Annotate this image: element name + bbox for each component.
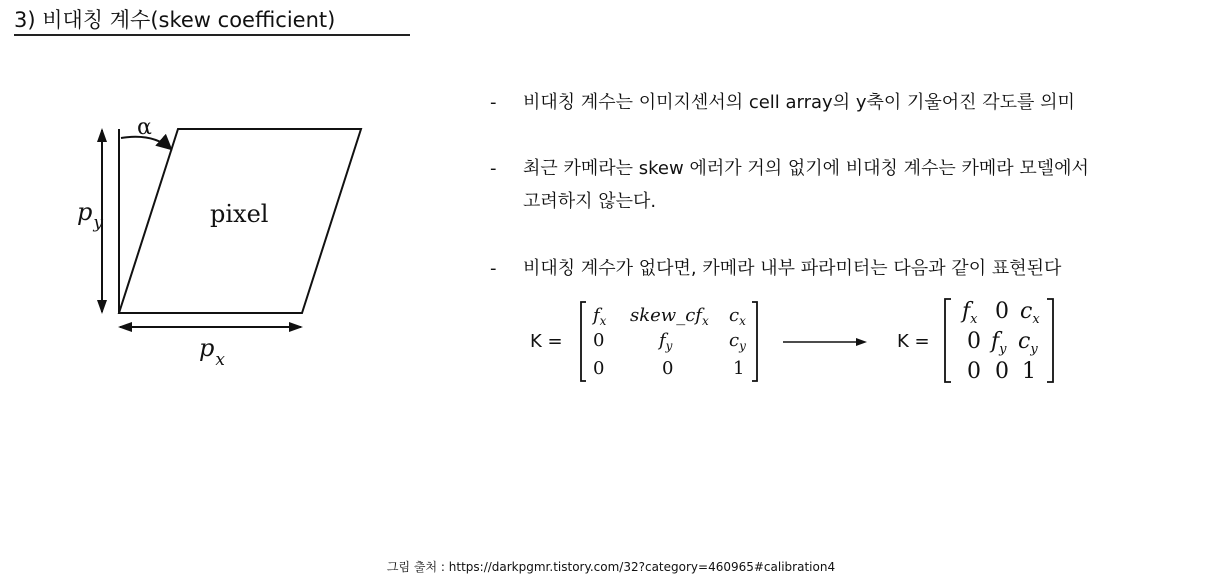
image-source-caption: 그림 출처 : https://darkpgmr.tistory.com/32?category=460965#calibration4 bbox=[386, 560, 836, 574]
matrix-right-cells bbox=[960, 299, 1040, 384]
matrix-right-cell: 0 bbox=[995, 299, 1009, 324]
matrix-left-cell: $c_x$ bbox=[729, 305, 746, 328]
bullet-dash: - bbox=[490, 158, 497, 179]
intrinsic-matrix-equation bbox=[520, 296, 1080, 388]
matrix-right-cell: $f_x$ bbox=[962, 299, 978, 327]
matrix-right-cell: $f_y$ bbox=[991, 329, 1007, 357]
bullet-dash: - bbox=[490, 92, 497, 113]
matrix-left-cells bbox=[591, 305, 746, 379]
bullet-text bbox=[523, 252, 1143, 285]
matrix-left-cell: 0 bbox=[662, 358, 674, 379]
matrix-right-cell: $c_y$ bbox=[1018, 329, 1038, 357]
matrix-left-bracket-close bbox=[752, 302, 757, 381]
py-label bbox=[77, 198, 103, 233]
bullet-line: 비대칭 계수가 없다면, 카메라 내부 파라미터는 다음과 같이 표현된다 bbox=[523, 258, 1062, 279]
pixel-label: pixel bbox=[210, 200, 269, 228]
matrix-right-label: K = bbox=[897, 331, 930, 352]
matrix-left-cell: $c_y$ bbox=[729, 330, 746, 353]
matrix-left-cell: $f_y$ bbox=[659, 330, 673, 353]
py-label-main: p bbox=[77, 198, 93, 226]
matrix-left-cell: 0 bbox=[593, 358, 605, 379]
matrix-left-cell: 1 bbox=[733, 358, 745, 379]
matrix-left-cell: 0 bbox=[593, 330, 605, 351]
bullet-dash: - bbox=[490, 258, 497, 279]
px-arrow-head-right bbox=[289, 322, 303, 332]
matrix-right-cell: $c_x$ bbox=[1020, 299, 1040, 327]
matrix-right-cell: 0 bbox=[995, 359, 1009, 384]
section-title: 3) 비대칭 계수(skew coefficient) bbox=[14, 6, 410, 36]
matrix-left-bracket-open bbox=[581, 302, 586, 381]
bullet-text bbox=[523, 152, 1143, 218]
py-label-sub: y bbox=[93, 213, 103, 233]
bullet-line: 최근 카메라는 skew 에러가 거의 없기에 비대칭 계수는 카메라 모델에서 bbox=[523, 158, 1089, 179]
alpha-label: α bbox=[137, 115, 152, 140]
matrix-right-bracket-open bbox=[945, 299, 951, 382]
matrix-right-cell: 0 bbox=[967, 359, 981, 384]
matrix-left-cell: $skew\_cf_x$ bbox=[630, 305, 709, 328]
transform-arrow-head bbox=[856, 338, 867, 346]
px-arrow-head-left bbox=[118, 322, 132, 332]
bullet-line: 고려하지 않는다. bbox=[523, 191, 657, 212]
matrix-right-cell: 0 bbox=[967, 329, 981, 354]
matrix-left-cell: $f_x$ bbox=[593, 305, 607, 328]
py-arrow-head-top bbox=[97, 128, 107, 142]
bullet-line: 비대칭 계수는 이미지센서의 cell array의 y축이 기울어진 각도를 의미 bbox=[523, 92, 1075, 113]
px-label-main: p bbox=[199, 334, 215, 362]
px-label-sub: x bbox=[215, 350, 225, 370]
matrix-left-label: K = bbox=[530, 331, 563, 352]
skew-pixel-diagram bbox=[60, 100, 400, 400]
px-label bbox=[199, 334, 225, 370]
matrix-right-cell: 1 bbox=[1022, 359, 1036, 384]
matrix-right-bracket-close bbox=[1047, 299, 1053, 382]
py-arrow-head-bottom bbox=[97, 300, 107, 314]
bullet-text bbox=[523, 86, 1143, 119]
